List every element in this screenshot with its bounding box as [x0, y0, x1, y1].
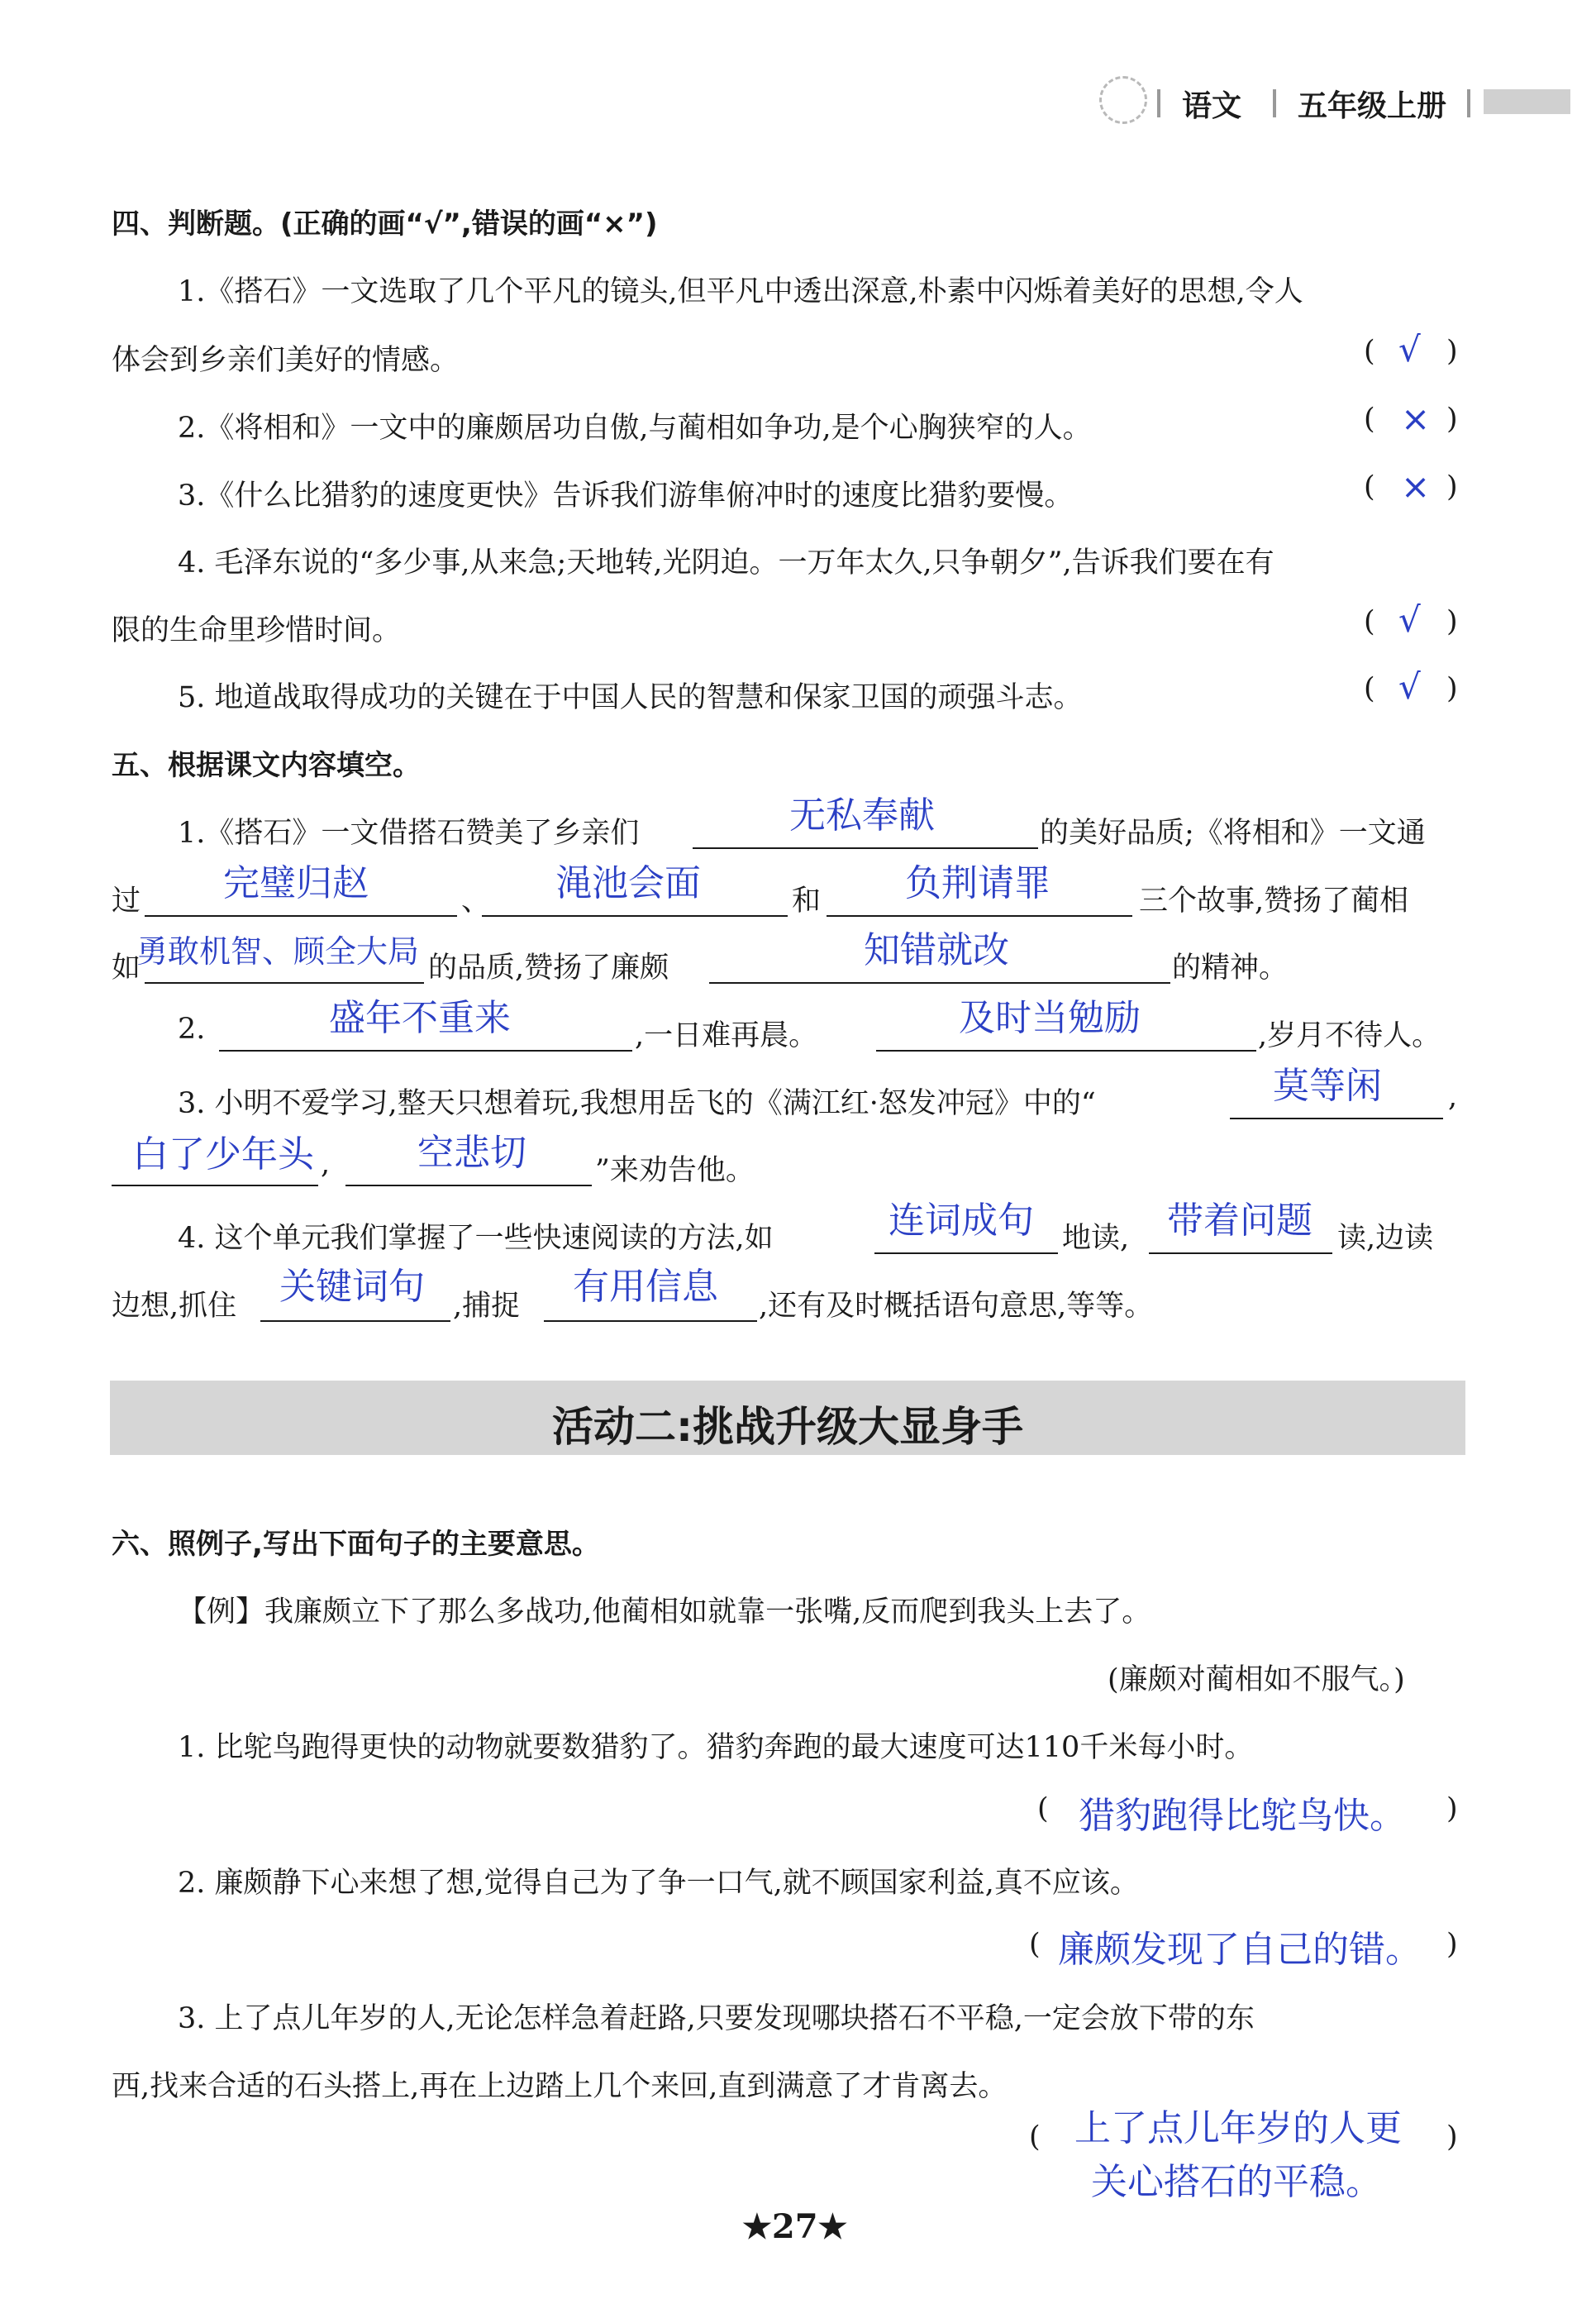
blank-line — [112, 1185, 318, 1186]
s5-answer-15: 有用信息 — [573, 1266, 718, 1308]
s5-answer-4: 负荆请罪 — [905, 862, 1051, 904]
s5-answer-9: 莫等闲 — [1273, 1065, 1382, 1107]
s5-answer-2: 完璧归赵 — [223, 862, 369, 904]
s4-q4-line2: 限的生命里珍惜时间。 — [112, 614, 402, 647]
blank-line — [260, 1320, 450, 1322]
s5-q1-text-i: 的精神。 — [1172, 952, 1289, 985]
paren-close: ) — [1446, 335, 1458, 368]
s4-q1-line2: 体会到乡亲们美好的情感。 — [112, 344, 460, 377]
s5-q1-text-g: 如 — [112, 952, 141, 985]
paren-open: ( — [1037, 1792, 1049, 1825]
header-divider — [1467, 89, 1470, 117]
s5-answer-10: 白了少年头 — [132, 1133, 314, 1176]
s5-q4-text-b: 地读, — [1062, 1222, 1130, 1255]
blank-line — [145, 982, 424, 984]
section6-title: 六、照例子,写出下面句子的主要意思。 — [112, 1528, 600, 1561]
s6-example: 【例】我廉颇立下了那么多战功,他蔺相如就靠一张嘴,反而爬到我头上去了。 — [178, 1596, 1151, 1629]
paren-close: ) — [1446, 470, 1458, 503]
s5-answer-8: 及时当勉励 — [959, 997, 1141, 1039]
s5-q4-text-a: 4. 这个单元我们掌握了一些快速阅读的方法,如 — [178, 1222, 774, 1255]
s5-q1-text-b: 的美好品质;《将相和》一文通 — [1040, 817, 1426, 850]
paren-open: ( — [1364, 605, 1375, 638]
paren-close: ) — [1446, 605, 1458, 638]
s5-q1-text-d: 、 — [461, 885, 491, 918]
s4-q2: 2.《将相和》一文中的廉颇居功自傲,与蔺相如争功,是个心胸狭窄的人。 — [178, 412, 1092, 445]
s6-q1: 1. 比鸵鸟跑得更快的动物就要数猎豹了。猎豹奔跑的最大速度可达110千米每小时。 — [178, 1731, 1254, 1764]
mascot-logo-icon — [1099, 76, 1147, 124]
s6-q3-line2: 西,找来合适的石头搭上,再在上边踏上几个来回,直到满意了才肯离去。 — [112, 2070, 1008, 2103]
s5-q2-text-a: 2. — [178, 1013, 206, 1046]
s5-answer-1: 无私奉献 — [789, 794, 935, 837]
blank-line — [145, 915, 457, 917]
s4-q5-answer: √ — [1398, 666, 1421, 707]
blank-line — [874, 1252, 1058, 1254]
s5-q4-text-e: ,捕捉 — [453, 1290, 521, 1323]
s5-answer-12: 连词成句 — [889, 1200, 1034, 1242]
s6-q3-answer-line1: 上了点儿年岁的人更 — [1074, 2107, 1402, 2149]
s4-q3: 3.《什么比猎豹的速度更快》告诉我们游隼俯冲时的速度比猎豹要慢。 — [178, 479, 1074, 513]
s5-answer-11: 空悲切 — [417, 1132, 526, 1174]
s5-q4-text-f: ,还有及时概括语句意思,等等。 — [759, 1290, 1154, 1323]
s5-answer-5: 勇敢机智、顾全大局 — [136, 933, 420, 970]
page-number: ★27★ — [742, 2207, 848, 2246]
header-bar — [1484, 89, 1570, 114]
s5-q2-text-c: ,岁月不待人。 — [1258, 1019, 1441, 1052]
header-subject: 语文 — [1182, 89, 1242, 123]
paren-open: ( — [1364, 470, 1375, 503]
blank-line — [1230, 1118, 1443, 1119]
s5-q1-text-c: 过 — [112, 885, 141, 918]
s4-q5: 5. 地道战取得成功的关键在于中国人民的智慧和保家卫国的顽强斗志。 — [178, 681, 1083, 714]
paren-open: ( — [1364, 335, 1375, 368]
s6-q2: 2. 廉颇静下心来想了想,觉得自己为了争一口气,就不顾国家利益,真不应该。 — [178, 1867, 1139, 1900]
s6-q3-line1: 3. 上了点儿年岁的人,无论怎样急着赶路,只要发现哪块搭石不平稳,一定会放下带的东 — [178, 2002, 1255, 2035]
s5-answer-3: 渑池会面 — [555, 862, 701, 904]
paren-close: ) — [1446, 1928, 1458, 1961]
s5-q3-text-a: 3. 小明不爱学习,整天只想着玩,我想用岳飞的《满江红·怒发冲冠》中的“ — [178, 1087, 1096, 1120]
s4-q1-answer: √ — [1398, 329, 1421, 370]
paren-close: ) — [1446, 403, 1458, 436]
s6-q1-answer: 猎豹跑得比鸵鸟快。 — [1079, 1795, 1406, 1837]
s5-q4-text-d: 边想,抓住 — [112, 1290, 237, 1323]
blank-line — [876, 1050, 1256, 1052]
paren-close: ) — [1446, 1792, 1458, 1825]
s6-q3-answer-line2: 关心搭石的平稳。 — [1091, 2161, 1382, 2203]
blank-line — [709, 982, 1170, 984]
section5-title: 五、根据课文内容填空。 — [112, 749, 421, 782]
section4-title: 四、判断题。(正确的画“√”,错误的画“×”) — [112, 207, 658, 241]
s6-example-answer: (廉颇对蔺相如不服气。) — [1108, 1663, 1405, 1696]
s5-q4-text-c: 读,边读 — [1337, 1222, 1434, 1255]
blank-line — [693, 847, 1038, 849]
s6-q2-answer: 廉颇发现了自己的错。 — [1058, 1929, 1422, 1971]
header-grade: 五年级上册 — [1298, 89, 1447, 123]
s5-q3-text-d: ”来劝告他。 — [595, 1154, 755, 1187]
s5-answer-14: 关键词句 — [279, 1266, 425, 1308]
paren-open: ( — [1364, 403, 1375, 436]
s4-q4-line1: 4. 毛泽东说的“多少事,从来急;天地转,光阴迫。一万年太久,只争朝夕”,告诉我们要在有 — [178, 546, 1274, 580]
blank-line — [219, 1050, 632, 1052]
paren-close: ) — [1446, 672, 1458, 705]
s5-q1-text-a: 1.《搭石》一文借搭石赞美了乡亲们 — [178, 817, 640, 850]
paren-close: ) — [1446, 2120, 1458, 2154]
s5-q3-text-b: , — [1448, 1080, 1458, 1114]
s4-q2-answer: × — [1401, 398, 1431, 439]
blank-line — [544, 1320, 757, 1322]
blank-line — [1149, 1252, 1332, 1254]
header-divider — [1273, 89, 1276, 117]
s5-q2-text-b: ,一日难再晨。 — [635, 1019, 818, 1052]
s5-q1-text-h: 的品质,赞扬了廉颇 — [428, 952, 669, 985]
s5-answer-7: 盛年不重来 — [329, 997, 511, 1039]
s5-q1-text-f: 三个故事,赞扬了蔺相 — [1139, 885, 1409, 918]
s4-q1-line1: 1.《搭石》一文选取了几个平凡的镜头,但平凡中透出深意,朴素中闪烁着美好的思想,令人 — [178, 275, 1303, 308]
paren-open: ( — [1029, 1928, 1041, 1961]
s4-q4-answer: √ — [1398, 599, 1421, 640]
blank-line — [345, 1185, 592, 1186]
s4-q3-answer: × — [1401, 466, 1431, 507]
s5-answer-13: 带着问题 — [1167, 1200, 1313, 1242]
paren-open: ( — [1029, 2120, 1041, 2154]
paren-open: ( — [1364, 672, 1375, 705]
activity-banner-title: 活动二:挑战升级大显身手 — [552, 1403, 1023, 1451]
blank-line — [482, 915, 788, 917]
s5-q3-text-c: , — [321, 1147, 331, 1181]
blank-line — [827, 915, 1132, 917]
activity-banner — [110, 1381, 1465, 1455]
header-divider — [1157, 89, 1160, 117]
s5-answer-6: 知错就改 — [864, 929, 1009, 971]
s5-q1-text-e: 和 — [792, 885, 822, 918]
